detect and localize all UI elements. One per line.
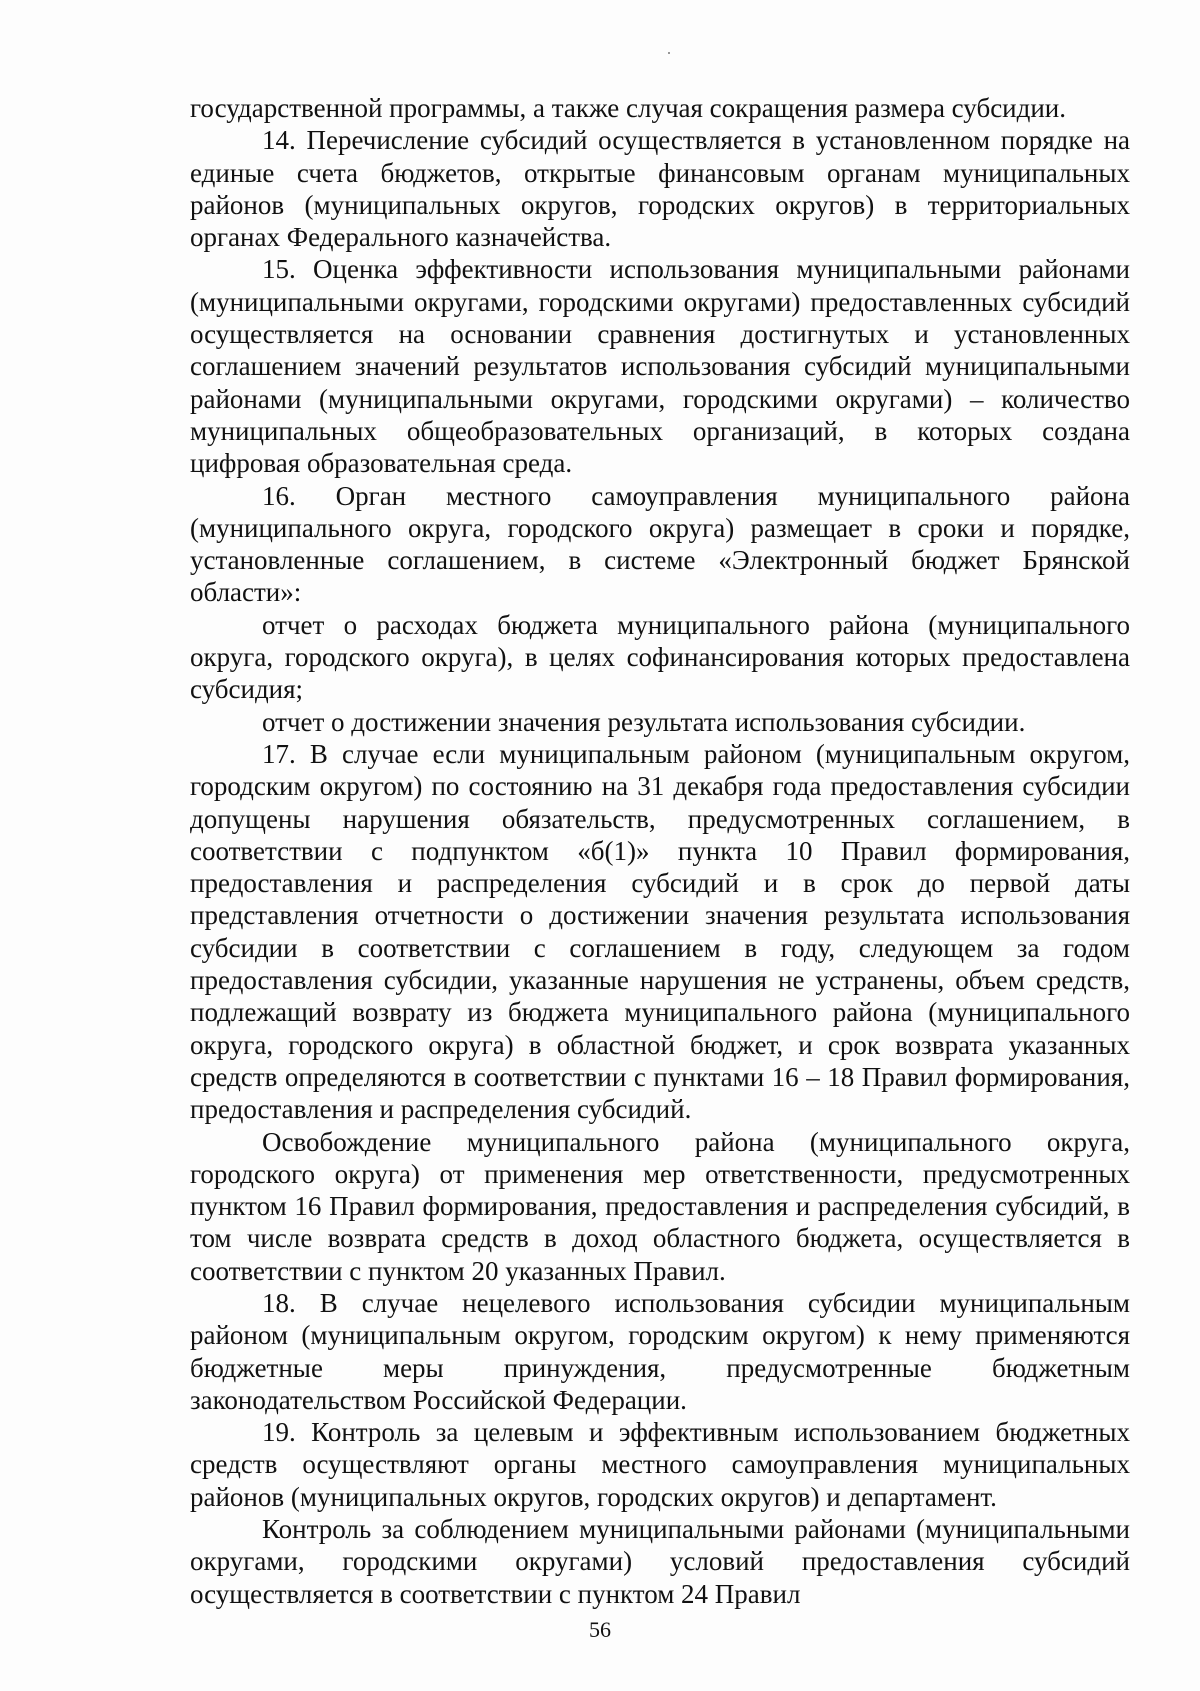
- paragraph-report-result: отчет о достижении значения результата использования субсидии.: [262, 706, 1026, 737]
- document-body: [190, 92, 1130, 1610]
- paragraph-item-16: 16. Орган местного самоуправления муниципального района (муниципального округа, городского округа) размещает в сроки и порядке, установленные соглашением, в системе «Электронный бюджет Брянской области»:: [190, 480, 1130, 608]
- paragraph-item-15: 15. Оценка эффективности использования муниципальными районами (муниципальными округами, городскими округами) предоставленных субсидий осуществляется на основании сравнения достигнутых и установленных соглашением значений результатов использования субсидий муниципальными районами (муниципальными округами, городскими округами) – количество муниципальных общеобразовательных организаций, в которых создана цифровая образовательная среда.: [190, 254, 1130, 479]
- paragraph-item-14: 14. Перечисление субсидий осуществляется в установленном порядке на единые счета бюджетов, открытые финансовым органам муниципальных районов (муниципальных округов, городских округов) в территориальных органах Федерального казначейства.: [190, 125, 1130, 253]
- paragraph-exemption: Освобождение муниципального района (муниципального округа, городского округа) от применения мер ответственности, предусмотренных пунктом 16 Правил формирования, предоставления и распределения субсидий, в том числе возврата средств в доход областного бюджета, осуществляется в соответствии с пунктом 20 указанных Правил.: [190, 1126, 1130, 1286]
- paragraph-item-19: 19. Контроль за целевым и эффективным использованием бюджетных средств осуществляют органы местного самоуправления муниципальных районов (муниципальных округов, городских округов) и департамент.: [190, 1417, 1130, 1512]
- paragraph-report-expenses: отчет о расходах бюджета муниципального района (муниципального округа, городского округа), в целях софинансирования которых предоставлена субсидия;: [190, 609, 1130, 705]
- paragraph-item-18: 18. В случае нецелевого использования субсидии муниципальным районом (муниципальным округом, городским округом) к нему применяются бюджетные меры принуждения, предусмотренные бюджетным законодательством Российской Федерации.: [190, 1287, 1130, 1415]
- paragraph-control: Контроль за соблюдением муниципальными районами (муниципальными округами, городскими округами) условий предоставления субсидий осуществляется в соответствии с пунктом 24 Правил: [190, 1514, 1130, 1609]
- scan-speck: [668, 52, 670, 54]
- page-number: 56: [589, 1617, 611, 1642]
- paragraph-item-17: 17. В случае если муниципальным районом (муниципальным округом, городским округом) по состоянию на 31 декабря года предоставления субсидии допущены нарушения обязательств, предусмотренных соглашением, в соответствии с подпунктом «б(1)» пункта 10 Правил формирования, предоставления и распределения субсидий и в срок до первой даты представления отчетности о достижении значения результата использования субсидии в соответствии с соглашением в году, следующем за годом предоставления субсидии, указанные нарушения не устранены, объем средств, подлежащий возврату из бюджета муниципального района (муниципального округа, городского округа) в областной бюджет, и срок возврата указанных средств определяются в соответствии с пунктами 16 – 18 Правил формирования, предоставления и распределения субсидий.: [190, 738, 1130, 1125]
- paragraph-0: государственной программы, а также случая сокращения размера субсидии.: [190, 93, 1067, 123]
